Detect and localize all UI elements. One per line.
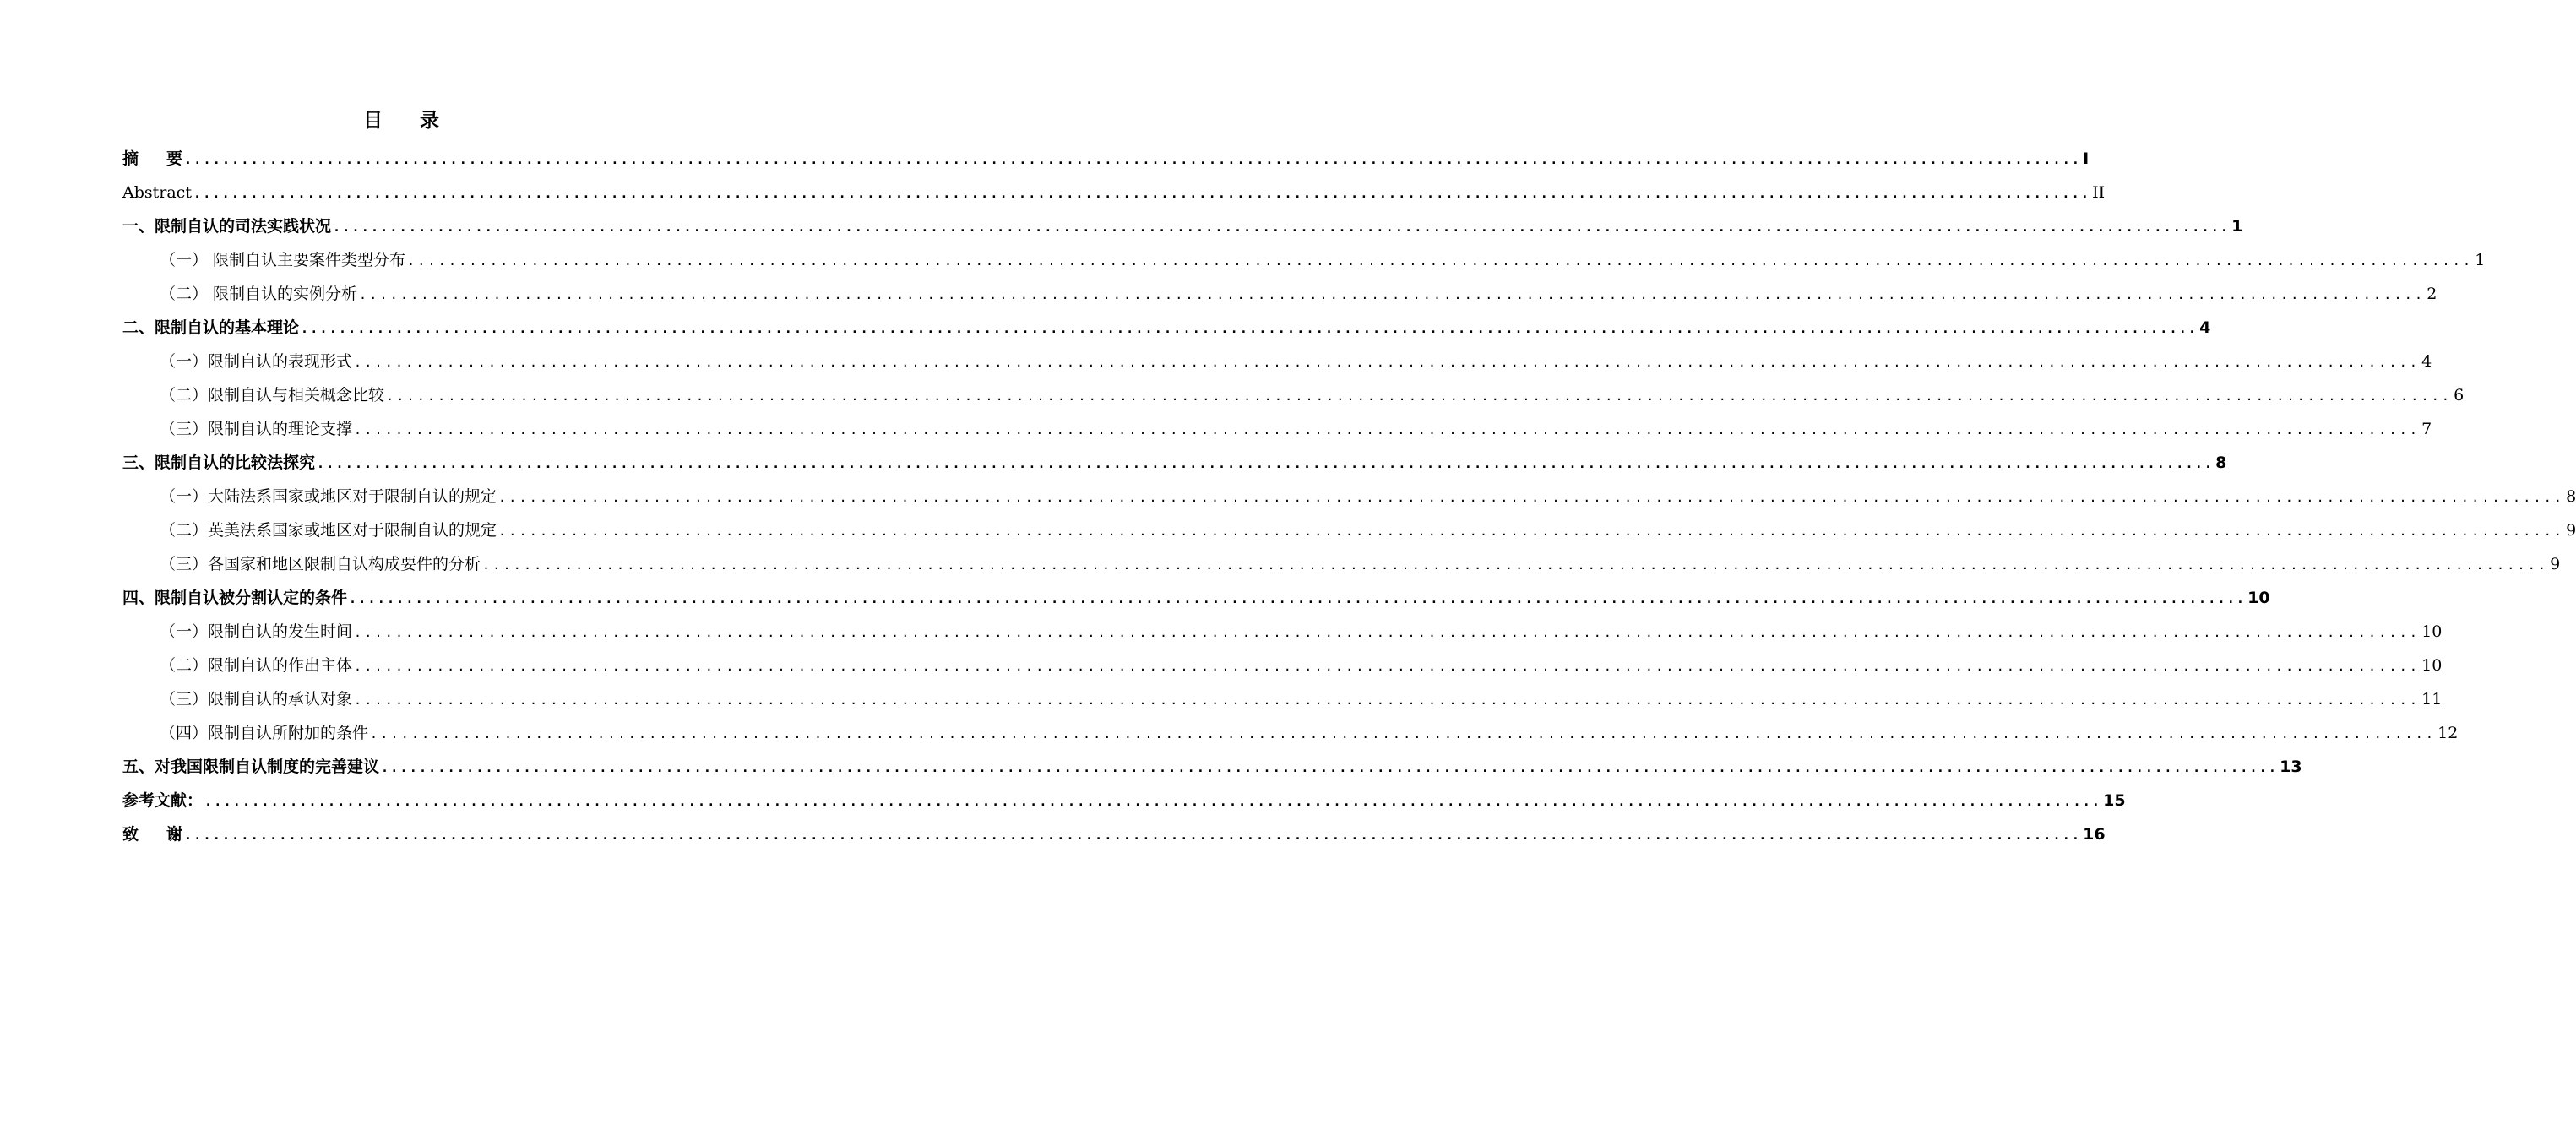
dot-leader: ........................................................................................................................................................................................................ [407,253,2474,269]
toc-entry-label: （一）限制自认的表现形式 [160,352,353,371]
toc-entry-label [122,817,182,851]
toc-entry[interactable] [122,581,2270,615]
toc-entry-page-number: 6 [2454,386,2465,405]
toc-entry-page-number: 1 [2231,217,2243,236]
toc-entry[interactable] [122,176,2106,209]
toc-entry-page-number: 8 [2215,453,2227,472]
toc-heading-right: 录 [420,110,439,132]
toc-entry-page-number: 10 [2421,656,2443,675]
dot-leader: ........................................................................................................................................................................................................ [370,726,2437,741]
dot-leader: ........................................................................................................................................................................................................ [354,659,2421,674]
toc-entry-label: 三、限制自认的比较法探究 [122,453,316,472]
toc-entry-label [122,142,182,176]
toc-entry-page-number: I [2083,149,2090,168]
dot-leader: ........................................................................................................................................................................................................ [333,220,2231,235]
toc-entry-page-number: 4 [2199,318,2211,337]
table-of-contents [122,142,2576,851]
toc-heading [0,105,802,135]
dot-leader: ........................................................................................................................................................................................................ [354,422,2421,437]
toc-entry[interactable] [122,784,2126,817]
toc-entry-page-number: II [2092,183,2106,202]
toc-entry-label: （二）限制自认的作出主体 [160,656,353,675]
dot-leader: ........................................................................................................................................................................................................ [184,152,2082,167]
toc-entry[interactable] [122,311,2211,345]
toc-entry-page-number: 10 [2421,622,2443,641]
toc-entry-page-number: 9 [2550,555,2561,573]
toc-entry[interactable] [122,649,2443,682]
toc-entry[interactable] [122,209,2243,243]
toc-entry[interactable] [122,547,2561,581]
toc-entry[interactable] [122,716,2459,750]
dot-leader: ........................................................................................................................................................................................................ [354,355,2421,370]
toc-entry-label-part: 谢 [166,825,183,844]
toc-entry[interactable] [122,412,2432,446]
dot-leader: ........................................................................................................................................................................................................ [359,287,2426,302]
toc-entry-label-part: 要 [166,149,183,168]
dot-leader: ........................................................................................................................................................................................................ [482,557,2549,573]
toc-heading-left: 目 [363,110,383,132]
toc-entry-label: （一） 限制自认主要案件类型分布 [160,251,406,269]
toc-entry-label-part: 致 [122,825,139,844]
toc-entry-page-number: 10 [2247,589,2270,607]
toc-entry-label: （一）大陆法系国家或地区对于限制自认的规定 [160,487,497,506]
toc-entry-page-number: 12 [2437,724,2459,742]
dot-leader: ........................................................................................................................................................................................................ [354,625,2421,640]
toc-entry-label: （三）限制自认的理论支撑 [160,420,353,438]
toc-entry-page-number: 7 [2421,420,2432,438]
toc-entry[interactable] [122,615,2443,649]
toc-entry[interactable] [122,277,2437,311]
toc-entry-page-number: 8 [2566,487,2576,506]
toc-entry-label: （一）限制自认的发生时间 [160,622,353,641]
toc-entry[interactable] [122,345,2432,378]
toc-entry-label: 五、对我国限制自认制度的完善建议 [122,758,380,776]
toc-entry[interactable] [122,243,2486,277]
dot-leader: ........................................................................................................................................................................................................ [498,524,2565,539]
toc-entry-label: （二）限制自认与相关概念比较 [160,386,385,405]
toc-entry-page-number: 15 [2103,791,2126,810]
toc-entry[interactable] [122,480,2576,513]
toc-entry[interactable] [122,682,2443,716]
toc-entry[interactable] [122,817,2106,851]
toc-entry-page-number: 9 [2566,521,2576,540]
toc-entry[interactable] [122,446,2227,480]
dot-leader: ........................................................................................................................................................................................................ [317,456,2215,471]
dot-leader: ........................................................................................................................................................................................................ [381,760,2279,775]
toc-entry-page-number: 11 [2421,690,2443,709]
toc-entry[interactable] [122,378,2465,412]
dot-leader: ........................................................................................................................................................................................................ [354,692,2421,708]
dot-leader: ........................................................................................................................................................................................................ [204,794,2102,809]
toc-entry[interactable] [122,750,2302,784]
toc-entry-page-number: 13 [2280,758,2302,776]
toc-entry-label: 二、限制自认的基本理论 [122,318,300,337]
toc-entry-label: （三）各国家和地区限制自认构成要件的分析 [160,555,481,573]
toc-entry-label-part: 摘 [122,149,139,168]
dot-leader: ........................................................................................................................................................................................................ [349,591,2247,606]
dot-leader: ........................................................................................................................................................................................................ [386,388,2453,404]
toc-entry-page-number: 4 [2421,352,2432,371]
toc-entry-label: （四）限制自认所附加的条件 [160,724,369,742]
toc-entry-label: 参考文献： [122,791,204,810]
dot-leader: ........................................................................................................................................................................................................ [498,490,2565,505]
toc-entry-label: Abstract [122,183,192,202]
toc-entry-label: （三）限制自认的承认对象 [160,690,353,709]
toc-entry-label: （二）英美法系国家或地区对于限制自认的规定 [160,521,497,540]
toc-entry-label: 四、限制自认被分割认定的条件 [122,589,348,607]
toc-entry-label: 一、限制自认的司法实践状况 [122,217,332,236]
toc-entry-page-number: 16 [2083,825,2106,844]
dot-leader: ........................................................................................................................................................................................................ [193,186,2091,201]
dot-leader: ........................................................................................................................................................................................................ [301,321,2198,336]
toc-entry-page-number: 2 [2427,285,2437,303]
toc-entry-label: （二） 限制自认的实例分析 [160,285,358,303]
toc-entry[interactable] [122,513,2576,547]
toc-entry-page-number: 1 [2475,251,2486,269]
toc-entry[interactable] [122,142,2090,176]
dot-leader: ........................................................................................................................................................................................................ [184,828,2082,843]
